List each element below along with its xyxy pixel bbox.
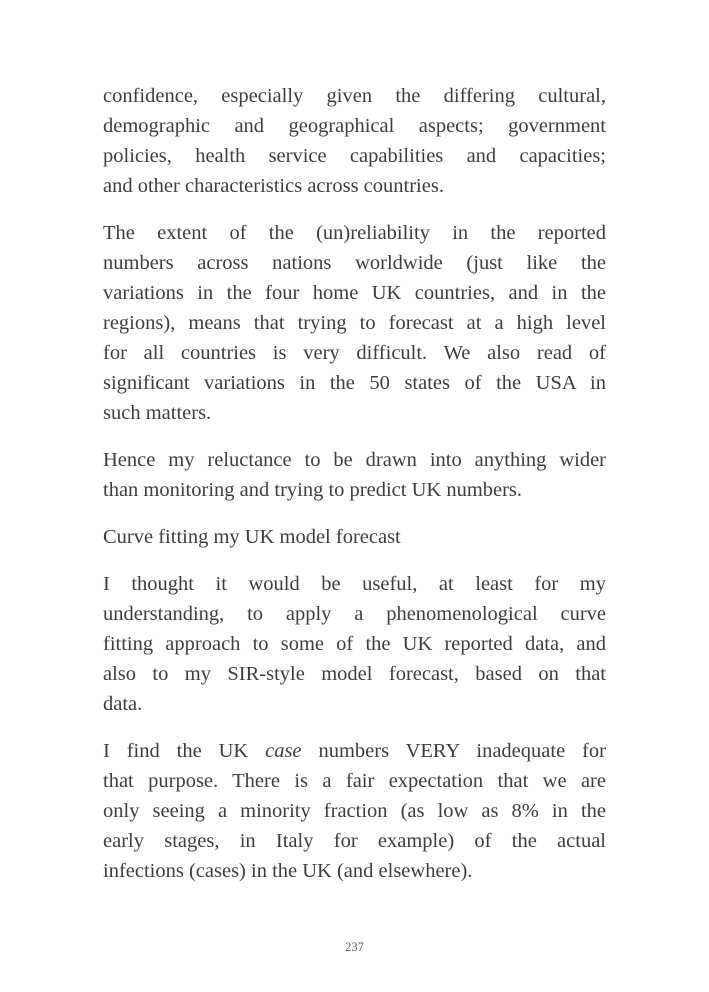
text-run: I thought it would be useful, at least for my	[103, 573, 606, 595]
text-line	[103, 826, 606, 856]
text-line	[103, 796, 606, 826]
text-line	[103, 659, 606, 689]
text-line	[103, 736, 606, 766]
text-column	[103, 81, 606, 886]
text-line	[103, 445, 606, 475]
text-run: confidence, especially given the differing cultural,	[103, 85, 606, 107]
text-line	[103, 629, 606, 659]
text-run: demographic and geographical aspects; government	[103, 115, 606, 137]
text-run: only seeing a minority fraction (as low as 8% in the	[103, 800, 606, 822]
text-run: numbers across nations worldwide (just like the	[103, 252, 606, 274]
text-line	[103, 111, 606, 141]
text-line	[103, 81, 606, 111]
text-line	[103, 522, 606, 552]
text-line	[103, 218, 606, 248]
text-run: Curve fitting my UK model forecast	[103, 526, 401, 548]
text-line	[103, 689, 606, 719]
text-run: data.	[103, 693, 143, 715]
text-run: Hence my reluctance to be drawn into anything wider	[103, 449, 606, 471]
text-line	[103, 338, 606, 368]
text-line	[103, 171, 606, 201]
text-line	[103, 599, 606, 629]
body-paragraph	[103, 445, 606, 505]
text-run: variations in the four home UK countries, and in the	[103, 282, 606, 304]
body-paragraph	[103, 736, 606, 886]
text-run: early stages, in Italy for example) of the actual	[103, 830, 606, 852]
section-heading	[103, 522, 606, 552]
text-line	[103, 308, 606, 338]
text-run: that purpose. There is a fair expectation that we are	[103, 770, 606, 792]
text-line	[103, 398, 606, 428]
text-line	[103, 248, 606, 278]
text-run: and other characteristics across countries.	[103, 175, 444, 197]
italic-text-run: case	[265, 740, 302, 762]
text-line	[103, 856, 606, 886]
text-run: than monitoring and trying to predict UK numbers.	[103, 479, 523, 501]
text-run: infections (cases) in the UK (and elsewhere).	[103, 860, 473, 882]
text-line	[103, 368, 606, 398]
text-line	[103, 475, 606, 505]
text-line	[103, 278, 606, 308]
text-run: for all countries is very difficult. We also read of	[103, 342, 606, 364]
text-run: also to my SIR-style model forecast, based on that	[103, 663, 606, 685]
text-run: such matters.	[103, 402, 212, 424]
text-run: The extent of the (un)reliability in the reported	[103, 222, 606, 244]
text-line	[103, 569, 606, 599]
page-number: 237	[345, 940, 364, 954]
body-paragraph	[103, 569, 606, 719]
text-run: I find the UK	[103, 740, 266, 762]
body-paragraph	[103, 218, 606, 428]
text-line	[103, 141, 606, 171]
text-run: numbers VERY inadequate for	[301, 740, 606, 762]
text-run: significant variations in the 50 states of the USA in	[103, 372, 606, 394]
body-paragraph	[103, 81, 606, 201]
text-run: understanding, to apply a phenomenological curve	[103, 603, 606, 625]
text-run: policies, health service capabilities and capacities;	[103, 145, 606, 167]
text-run: fitting approach to some of the UK reported data, and	[103, 633, 606, 655]
text-line	[103, 766, 606, 796]
text-run: regions), means that trying to forecast at a high level	[103, 312, 606, 334]
